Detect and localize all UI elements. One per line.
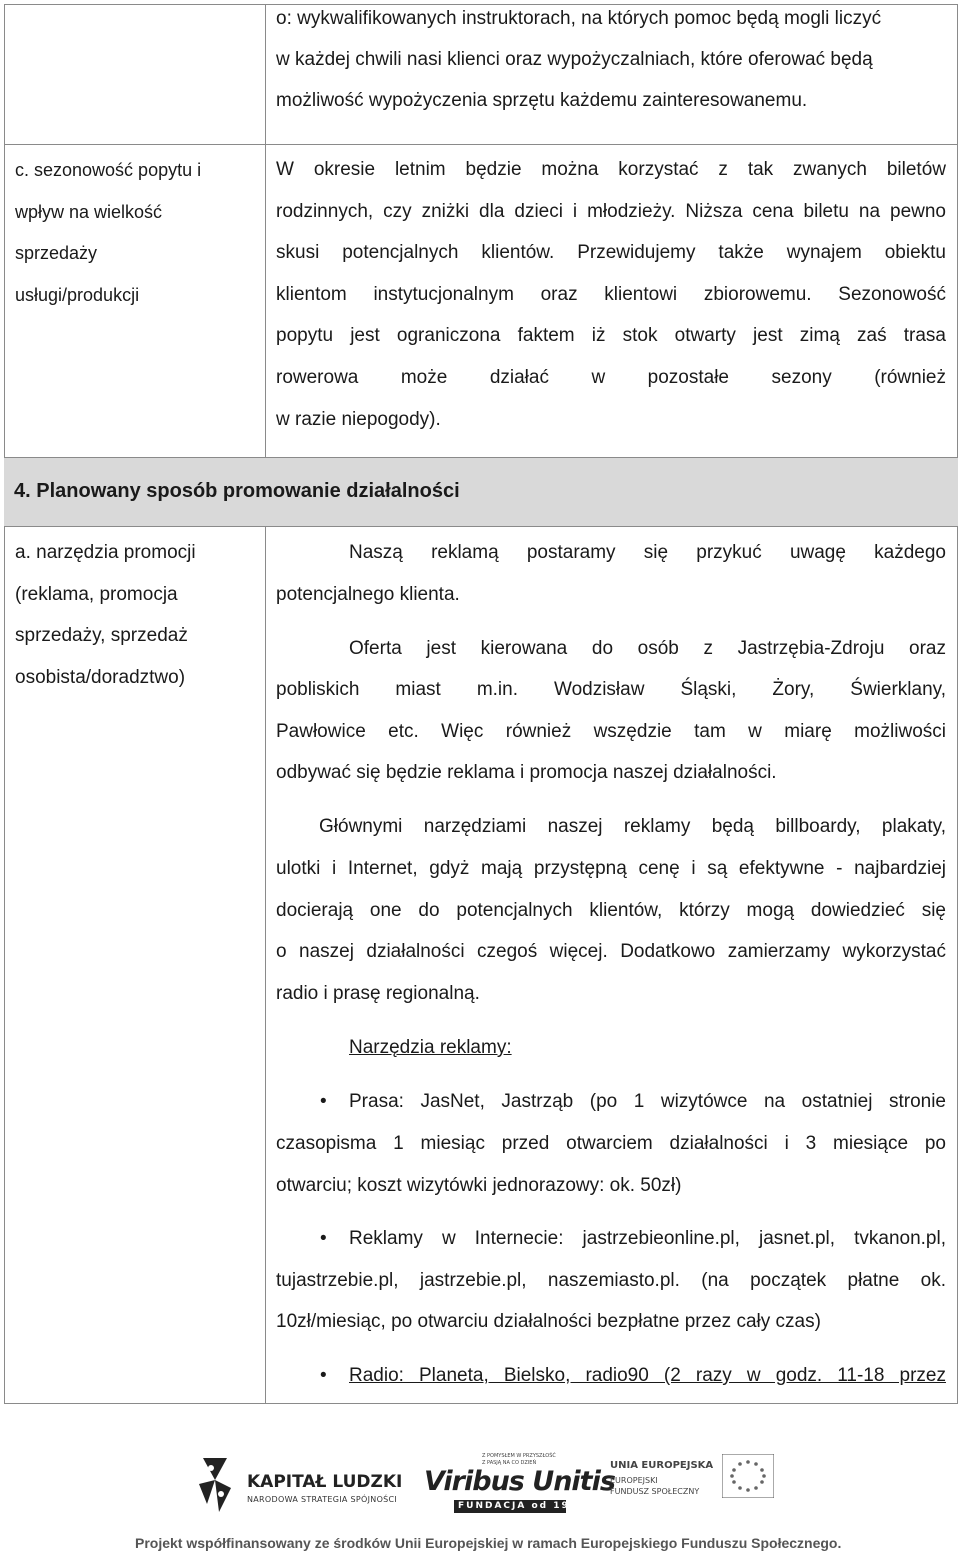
text-line: W okresie letnim będzie można korzystać z tak zwanych biletów [276, 159, 946, 180]
tools-heading: Narzędzia reklamy: [349, 1037, 512, 1058]
logo-small-text: Z POMYSŁEM W PRZYSZŁOŚĆ [482, 1453, 556, 1459]
text-line: ulotki i Internet, gdyż mają przystępną cenę i są efektywne - najbardziej [276, 858, 946, 879]
logo-line: FUNDUSZ SPOŁECZNY [610, 1487, 700, 1496]
kapital-ludzki-logo [195, 1452, 415, 1522]
row-label-line: (reklama, promocja [15, 584, 178, 605]
logo-line: NARODOWA STRATEGIA SPÓJNOŚCI [247, 1495, 398, 1504]
column-divider-bottom [265, 526, 266, 1404]
kapital-ludzki-emblem-icon [195, 1454, 235, 1516]
text-line: w każdej chwili nasi klienci oraz wypożyczalniach, które oferować będą [276, 49, 873, 70]
text-line: Głównymi narzędziami naszej reklamy będą billboardy, plakaty, [319, 816, 946, 837]
text-line: potencjalnego klienta. [276, 584, 460, 605]
logo-name: Viribus Unitis [424, 1466, 615, 1497]
row-label-line: sprzedaży [15, 243, 98, 263]
row-label-line: c. sezonowość popytu i [15, 160, 202, 180]
bullet-line: 10zł/miesiąc, po otwarciu działalności bezpłatne przez cały czas) [276, 1311, 821, 1332]
eu-efs-logo [610, 1460, 780, 1520]
logo-line: KAPITAŁ LUDZKI [247, 1472, 403, 1492]
bullet-icon: • [320, 1365, 327, 1386]
text-line: Pawłowice etc. Więc również wszędzie tam w miarę możliwości [276, 721, 946, 742]
table-border-bottom [4, 1403, 958, 1404]
row-label-line: a. narzędzia promocji [15, 542, 196, 563]
table-border-right [957, 4, 958, 1404]
bullet-line: Reklamy w Internecie: jastrzebieonline.pl, jasnet.pl, tvkanon.pl, [349, 1228, 946, 1249]
logo-small-text: Z PASJĄ NA CO DZIEŃ [482, 1460, 537, 1466]
section-title: 4. Planowany sposób promowanie działalności [14, 480, 460, 502]
bullet-line: otwarciu; koszt wizytówki jednorazowy: ok. 50zł) [276, 1175, 682, 1196]
column-divider-top [265, 4, 266, 457]
text-line: o naszej działalności czegoś więcej. Dodatkowo zamierzamy wykorzystać [276, 941, 946, 962]
text-line: rowerowa może działać w pozostałe sezony (również [276, 367, 946, 388]
row-divider-1 [4, 144, 958, 145]
row-label-line: usługi/produkcji [15, 285, 140, 305]
section-header [4, 457, 958, 527]
text-line: Oferta jest kierowana do osób z Jastrzębia-Zdroju oraz [349, 638, 946, 659]
text-line: klientom instytucjonalnym oraz klientowi zbiorowemu. Sezonowość [276, 284, 946, 305]
logo-line: UNIA EUROPEJSKA [610, 1460, 714, 1471]
text-line: Naszą reklamą postaramy się przykuć uwagę każdego [349, 542, 946, 563]
text-line: odbywać się będzie reklama i promocja naszej działalności. [276, 762, 777, 783]
bullet-line: Prasa: JasNet, Jastrząb (po 1 wizytówce na ostatniej stronie [349, 1091, 946, 1112]
text-line: docierają one do potencjalnych klientów, którzy mogą dowiedzieć się [276, 900, 946, 921]
table-border-left [4, 4, 5, 1404]
text-line: pobliskich miast m.in. Wodzisław Śląski, Żory, Świerklany, [276, 679, 946, 700]
text-line: możliwość wypożyczenia sprzętu każdemu zainteresowanemu. [276, 90, 808, 111]
text-line: w razie niepogody). [276, 409, 441, 430]
text-line: skusi potencjalnych klientów. Przewidujemy także wynajem obiektu [276, 242, 946, 263]
text-line: popytu jest ograniczona faktem iż stok otwarty jest zimą zaś trasa [276, 325, 946, 346]
text-line: radio i prasę regionalną. [276, 983, 480, 1004]
logo-foundation: FUNDACJA od 1997 [458, 1501, 587, 1511]
viribus-unitis-logo [424, 1453, 615, 1518]
bullet-line: tujastrzebie.pl, jastrzebie.pl, naszemiasto.pl. (na początek płatne ok. [276, 1270, 946, 1291]
table-border-top [4, 4, 958, 5]
footer [0, 1420, 960, 1559]
eu-flag-icon [722, 1454, 774, 1498]
row-label-line: osobista/doradztwo) [15, 667, 186, 688]
footer-caption: Projekt współfinansowany ze środków Unii Europejskiej w ramach Europejskiego Funduszu Społecznego. [135, 1535, 842, 1551]
bullet-icon: • [320, 1091, 327, 1112]
bullet-line: czasopisma 1 miesiąc przed otwarciem działalności i 3 miesiące po [276, 1133, 946, 1154]
text-line: rodzinnych, czy zniżki dla dzieci i młodzieży. Niższa cena biletu na pewno [276, 201, 946, 222]
logo-line: EUROPEJSKI [610, 1476, 658, 1485]
bullet-line: Radio: Planeta, Bielsko, radio90 (2 razy w godz. 11-18 przez [349, 1365, 946, 1386]
text-line: o: wykwalifikowanych instruktorach, na których pomoc będą mogli liczyć [276, 8, 882, 29]
bullet-icon: • [320, 1228, 327, 1249]
row-label-line: wpływ na wielkość [15, 202, 163, 222]
row-label-line: sprzedaży, sprzedaż [15, 625, 188, 646]
